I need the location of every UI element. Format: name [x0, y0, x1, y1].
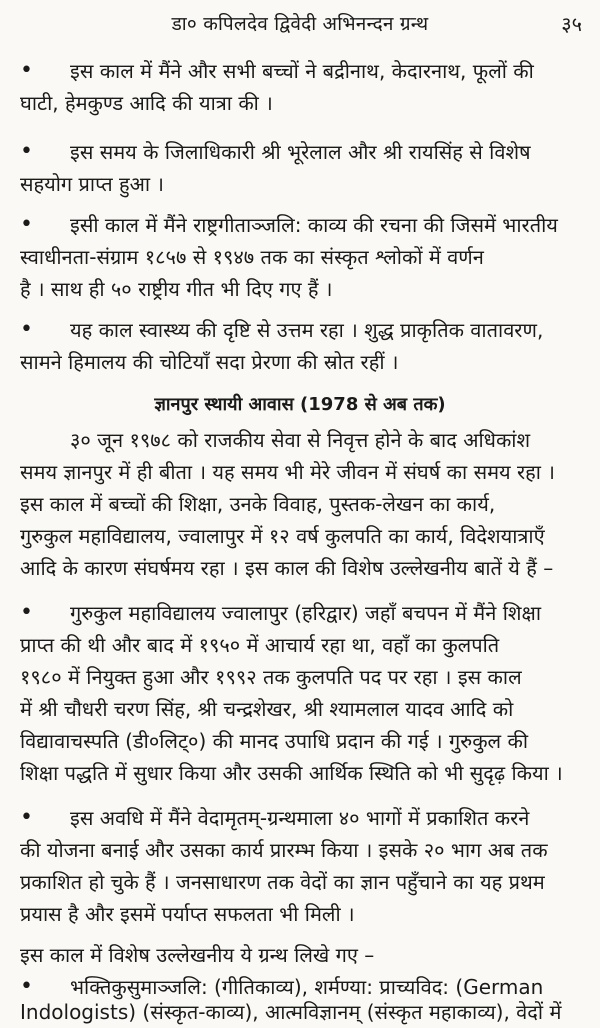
text-line: घाटी, हेमकुण्ड आदि की यात्रा की । — [20, 91, 273, 115]
text-line: स्वाधीनता-संग्राम १८५७ से १९४७ तक का संस्कृत श्लोकों में वर्णन — [20, 245, 484, 269]
text-line: भक्तिकुसुमाञ्जलि: (गीतिकाव्य), शर्मण्या: प्राच्यविद: (German — [70, 975, 544, 999]
bullet-marker: • — [20, 139, 33, 164]
text-line: यह काल स्वास्थ्य की दृष्टि से उत्तम रहा । शुद्ध प्राकृतिक वातावरण, — [70, 318, 544, 342]
text-line: विद्यावाचस्पति (डी०लिट्०) की मानद उपाधि प्रदान की गई । गुरुकुल की — [20, 729, 529, 753]
text-line: गुरुकुल महाविद्यालय ज्वालापुर (हरिद्वार) जहाँ बचपन में मैंने शिक्षा — [70, 601, 542, 625]
bullet-marker: • — [20, 974, 33, 999]
text-line: है । साथ ही ५० राष्ट्रीय गीत भी दिए गए हैं । — [20, 277, 333, 301]
page-header — [0, 8, 600, 42]
bullet-marker: • — [20, 58, 33, 83]
text-line: की योजना बनाई और उसका कार्य प्रारम्भ किया । इसके २० भाग अब तक — [20, 838, 548, 862]
text-line: प्रयास है और इसमें पर्याप्त सफलता भी मिली । — [20, 902, 355, 926]
text-line: इस काल में बच्चों की शिक्षा, उनके विवाह, पुस्तक-लेखन का कार्य, — [20, 492, 496, 516]
text-line: सहयोग प्राप्त हुआ । — [20, 172, 165, 196]
text-line: इसी काल में मैंने राष्ट्रगीताञ्जलि: काव्य की रचना की जिसमें भारतीय — [70, 213, 558, 237]
text-line: प्रकाशित हो चुके हैं । जनसाधारण तक वेदों का ज्ञान पहुँचाने का यह प्रथम — [20, 870, 545, 894]
text-line: आदि के कारण संघर्षमय रहा । इस काल की विशेष उल्लेखनीय बातें ये हैं – — [20, 556, 554, 580]
text-line: इस काल में मैंने और सभी बच्चों ने बद्रीनाथ, केदारनाथ, फूलों की — [70, 59, 534, 83]
text-line: शिक्षा पद्धति में सुधार किया और उसकी आर्थिक स्थिति को भी सुदृढ़ किया । — [20, 761, 563, 785]
text-line: में श्री चौधरी चरण सिंह, श्री चन्द्रशेखर, श्री श्यामलाल यादव आदि को — [20, 697, 514, 721]
text-line: सामने हिमालय की चोटियाँ सदा प्रेरणा की स्रोत रहीं । — [20, 350, 399, 374]
text-line: इस काल में विशेष उल्लेखनीय ये ग्रन्थ लिखे गए – — [20, 943, 375, 967]
text-line: इस अवधि में मैंने वेदामृतम्-ग्रन्थमाला ४० भागों में प्रकाशित करने — [70, 806, 530, 830]
page-number: ३५ — [561, 12, 582, 36]
text-line: ३० जून १९७८ को राजकीय सेवा से निवृत्त होने के बाद अधिकांश — [70, 428, 531, 452]
text-line: प्राप्त की थी और बाद में १९५० में आचार्य रहा था, वहाँ का कुलपति — [20, 633, 500, 657]
text-line: १९८० में नियुक्त हुआ और १९९२ तक कुलपति पद पर रहा । इस काल — [20, 665, 522, 689]
section-heading: ज्ञानपुर स्थायी आवास (1978 से अब तक) — [154, 394, 446, 415]
bullet-marker: • — [20, 805, 33, 830]
bullet-marker: • — [20, 317, 33, 342]
text-line: गुरुकुल महाविद्यालय, ज्वालापुर में १२ वर्ष कुलपति का कार्य, विदेशयात्राएँ — [20, 524, 545, 548]
text-line: इस समय के जिलाधिकारी श्री भूरेलाल और श्री रायसिंह से विशेष — [70, 140, 531, 164]
text-line: Indologists) (संस्कृत-काव्य), आत्मविज्ञानम् (संस्कृत महाकाव्य), वेदों में — [20, 1000, 562, 1024]
text-line: समय ज्ञानपुर में ही बीता । यह समय भी मेरे जीवन में संघर्ष का समय रहा । — [20, 460, 555, 484]
bullet-marker: • — [20, 600, 33, 625]
bullet-marker: • — [20, 212, 33, 237]
running-title: डा० कपिलदेव द्विवेदी अभिनन्दन ग्रन्थ — [171, 13, 429, 35]
